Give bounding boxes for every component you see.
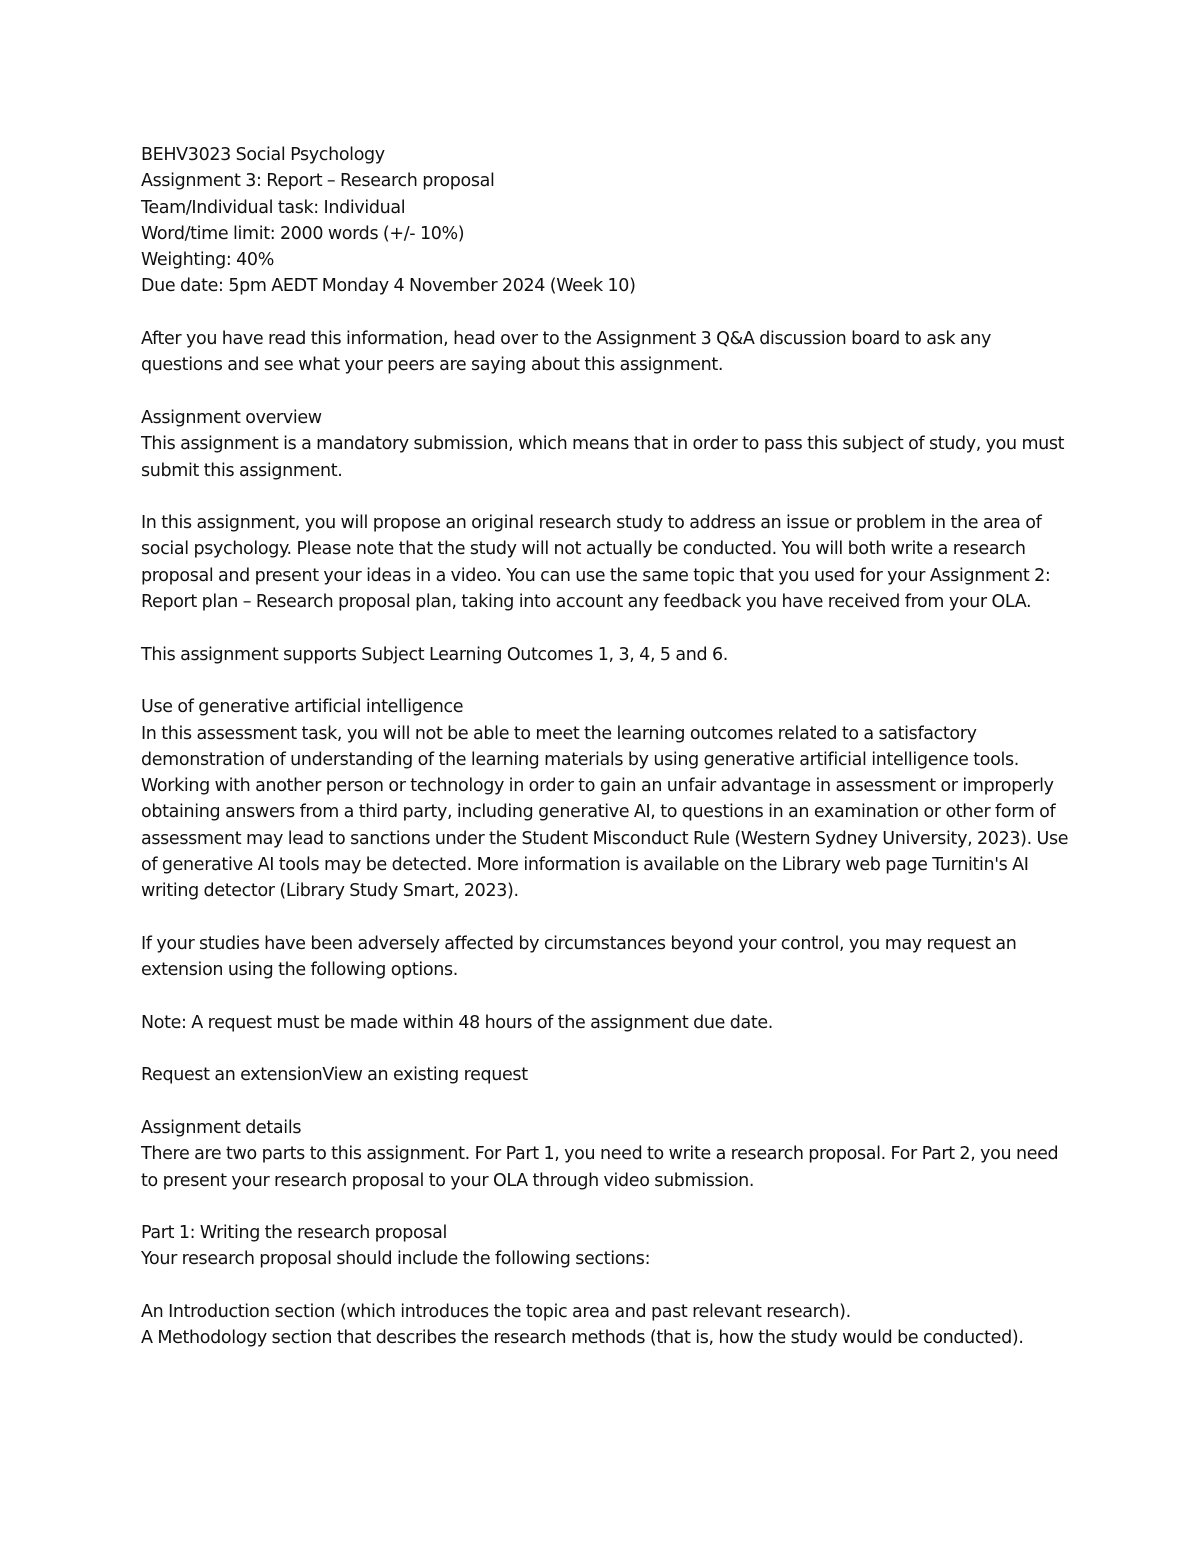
details-heading: Assignment details: [141, 1117, 302, 1138]
weighting: Weighting: 40%: [141, 250, 274, 271]
genai-body: In this assessment task, you will not be able to meet the learning outcomes related to a satisfactory demonstration of understanding of the learning materials by using generative artificial intelligence tools. Working with another person or technology in order to gain an unfair advantage in assessment or improperly obtaining answers from a third party, including generative AI, to questions in an examination or other form of assessment may lead to sanctions under the Student Misconduct Rule (Western Sydney University, 2023). Use of generative AI tools may be detected. More information is available on the Library web page Turnitin's AI writing detector (Library Study Smart, 2023).: [141, 723, 1069, 902]
overview-heading: Assignment overview: [141, 407, 322, 428]
overview-block: [141, 405, 1071, 484]
extension-links-block: [141, 1062, 1071, 1088]
overview-description-block: [141, 510, 1071, 615]
due-date: Due date: 5pm AEDT Monday 4 November 2024 (Week 10): [141, 276, 636, 297]
details-body: There are two parts to this assignment. For Part 1, you need to write a research proposal. For Part 2, you need to present your research proposal to your OLA through video submission.: [141, 1144, 1059, 1191]
part1-block: [141, 1220, 1071, 1273]
part1-intro: Your research proposal should include the following sections:: [141, 1249, 651, 1270]
extension-note: Note: A request must be made within 48 hours of the assignment due date.: [141, 1012, 773, 1033]
document-page: [141, 142, 1071, 1352]
details-block: [141, 1115, 1071, 1194]
qa-note-block: [141, 326, 1071, 379]
extension-links[interactable]: Request an extensionView an existing request: [141, 1065, 528, 1086]
learning-outcomes: This assignment supports Subject Learning Outcomes 1, 3, 4, 5 and 6.: [141, 644, 728, 665]
part1-sections-block: [141, 1299, 1071, 1352]
qa-note: After you have read this information, head over to the Assignment 3 Q&A discussion board to ask any questions and see what your peers are saying about this assignment.: [141, 329, 991, 376]
course-title: BEHV3023 Social Psychology: [141, 145, 385, 165]
extension-block: [141, 931, 1071, 984]
section-item-methodology: A Methodology section that describes the research methods (that is, how the study would be conducted).: [141, 1328, 1024, 1349]
assignment-title: Assignment 3: Report – Research proposal: [141, 171, 495, 192]
assignment-header: [141, 142, 1071, 300]
task-type: Team/Individual task: Individual: [141, 197, 406, 218]
extension-body: If your studies have been adversely affected by circumstances beyond your control, you may request an extension using the following options.: [141, 933, 1017, 981]
genai-block: [141, 694, 1071, 904]
overview-description: In this assignment, you will propose an original research study to address an issue or problem in the area of social psychology. Please note that the study will not actually be conducted. You will both write a research proposal and present your ideas in a video. You can use the same topic that you used for your Assignment 2: Report plan – Research proposal plan, taking into account any feedback you have received from your OLA.: [141, 513, 1051, 613]
extension-note-block: [141, 1010, 1071, 1036]
genai-heading: Use of generative artificial intelligence: [141, 697, 464, 718]
part1-heading: Part 1: Writing the research proposal: [141, 1223, 448, 1244]
word-limit: Word/time limit: 2000 words (+/- 10%): [141, 223, 465, 244]
outcomes-block: [141, 642, 1071, 668]
overview-mandatory: This assignment is a mandatory submission, which means that in order to pass this subject of study, you must submit this assignment.: [141, 434, 1065, 481]
section-item-introduction: An Introduction section (which introduces the topic area and past relevant research).: [141, 1302, 851, 1323]
